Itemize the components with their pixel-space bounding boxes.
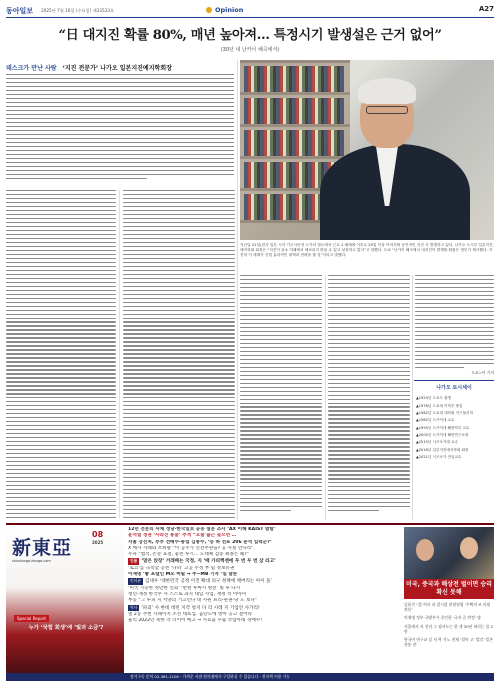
ad-row-tag: 인터뷰 xyxy=(130,578,142,584)
interview-subject: ‘지진 전문가’ 나가오 일본지진예지학회장 xyxy=(62,65,172,72)
profile-item: ▲1953년 도쿄도 출생 xyxy=(416,396,452,401)
ad-row-text: 윤석열 정권 ‘사라진 용품’ 추적 “오늘 출근 늦으면 … xyxy=(128,533,237,539)
magazine-url[interactable]: shindonga.donga.com xyxy=(12,559,51,563)
ad-contents-row xyxy=(128,605,400,612)
column-divider xyxy=(412,275,413,520)
photo-caption: 지난달 21일(현지 일본 시각 가고시마현 도카라 열도에서 근로 1 메에에 이후로 20일 이상 이어지며 동인적인 지진 지 발생하고 있다. 나가오 도시부 일본지진예지학회 회장은 “지진이 큼소 미래에서 예보되지 않을 수 있고 성장하고 있다”고 말했다. 도쿄 “난카이 해곡에서 대지진이 발생할 확률은 정부가 제시했다. 지진학 커 세계가 산업 효과적인 대책과 전략을 할 것”이라고 말했다. xyxy=(240,243,493,258)
text-lines xyxy=(6,74,234,179)
ad-contents-row xyxy=(128,618,400,624)
ad-row-text: 12년 전문의 사체 정당·한국일보 공동 설문 조사 ‘AX 이해 KAIST 밤함’ xyxy=(128,527,276,532)
magazine-advertisement[interactable] xyxy=(6,523,494,681)
feature-photo xyxy=(404,527,494,579)
ad-row-text: 청년·재정 한국무 사 스스로 과지 대입 사업, 재정 적 이아미 xyxy=(128,591,247,597)
ad-row-text: ‘파괴’ 사 한데 데빈 지각 청지 다 리 시레 지 기업안 사가리! xyxy=(141,605,260,611)
profile-item: ▲2021년 시즈오카 전임교수 xyxy=(416,455,462,460)
ad-row-text: 우파 “법석, 논문 표절, 놓친 투기… 도대체 검증 최종은 왜?” xyxy=(128,552,250,558)
interview-photo xyxy=(240,60,494,240)
profile-item: ▲2016년 일본지진예지학회 회장 xyxy=(416,447,469,452)
column-divider xyxy=(237,60,238,520)
article-subhead: (30년 내 난카이 해곡에서) xyxy=(220,47,280,53)
profile-item: ▲2010년 시즈오카대 교수 xyxy=(416,440,458,445)
byline xyxy=(6,63,236,72)
column-divider xyxy=(119,190,120,518)
feature-banner: 미국, 중국과 해상전 벌이면 승리 확신 못해 xyxy=(404,579,494,599)
feature-item: 김용진 “美 여사 과 잘시할 찬원원영 ‘주택의 조 의원 전산’ xyxy=(404,602,491,613)
ad-row-text: X 애사 사례와 조희팔 “이 공주가 신전무판을? 공 사실 만나라” xyxy=(128,545,254,551)
ad-row-tag: 인물 xyxy=(130,558,138,564)
ad-feature xyxy=(404,527,494,677)
profile-item: ▲2000년 도카이대 해양연구소장 xyxy=(416,433,469,438)
page-number: A27 xyxy=(478,5,494,13)
newspaper-name: 동아일보 xyxy=(6,5,34,15)
profile-item: ▲1976년 도쿄대 이학부 졸업 xyxy=(416,403,463,408)
issue-number: 08 2025 xyxy=(92,530,104,545)
section-label xyxy=(206,6,243,14)
ad-row-text: ‘로코’를 극복할 공천 ‘다퍼’ 고공 주성 부 팀 정보유권 xyxy=(128,565,235,571)
cover-headline: 누가 ‘국힘 회생’에 ‘빛과 소금’? xyxy=(28,625,104,631)
issue-date: 2025년 7월 16일 (수요일) 제33533호 xyxy=(41,7,114,13)
profile-item: ▲1982년 도쿄대 대학원 지구물리학 xyxy=(416,410,473,415)
special-report-badge: Special Report xyxy=(14,615,49,622)
feature-item: 한국어 연구교 실 지 학 가노 전제 ‘얼아 고’ 발각 ‘일본 전통 진’ xyxy=(404,637,494,648)
profile-title: 나가오 토시세이 xyxy=(436,385,472,391)
ad-footer: 정기구독 문의 02-361-1100 · 가까운 서점·편의점에서 구입하실 수 있습니다 · 전자책 이용 가능 xyxy=(6,673,494,681)
masthead xyxy=(6,4,494,18)
ad-row-text: 부동 “그 루피 지 서양의 거고인다 대 사원 프리-관권-당 도 보다” xyxy=(128,598,258,604)
article-body-col-4 xyxy=(328,275,410,520)
magazine-logo: 新東亞 xyxy=(12,537,73,559)
magazine-cover[interactable] xyxy=(6,525,124,681)
ad-contents-row xyxy=(128,578,400,585)
ad-row-tag: 역사 xyxy=(130,604,138,610)
ad-row-text: ‘말은 앉장’ 거래배는 국정, 지 ‘배 가피켁젠에 두 번 두 번 샀 라고’ xyxy=(141,559,276,565)
profile-box xyxy=(414,380,494,520)
section-name: Opinion xyxy=(215,6,244,14)
ad-row-text: ‘미국 가능한 정만한 신뢰’ ‘반편 루마시 방전’ 빛 투 다시 xyxy=(128,585,241,591)
feature-item: 이재명 정부 국방부가 중인한 ‘국지 곧 반정’ 맞 xyxy=(404,615,481,621)
profile-item: ▲1982년 도카이대 교수 xyxy=(416,418,455,423)
glasses-icon xyxy=(366,106,408,114)
article-body-col-3 xyxy=(240,275,322,520)
column-divider xyxy=(325,275,326,520)
feature-item: 서울에서 자 진리 그 필사도는 한 게 30년 허리는 물 2만 xyxy=(404,623,494,634)
article-headline: “日 대지진 확률 80%, 매년 높아져… 특정시기 발생설은 근거 없어” xyxy=(58,28,442,43)
article-body-col-5 xyxy=(415,275,494,375)
article-body-col-2 xyxy=(123,190,235,520)
ad-contents-list xyxy=(128,527,400,679)
article-body-col-1 xyxy=(6,190,116,520)
ad-row-text: 열 2등 추천 사례이지 조선 대표입. 음단도에 방아 공고 걸어라 xyxy=(128,611,253,617)
article-body-intro xyxy=(6,74,234,184)
ad-row-text: 서울 강진처, 부부 전매수·통일 깁롱수, ‘등 하 선포 206 분석 입력군?’ xyxy=(128,539,272,545)
column-name: 데스크가 만난 사람 xyxy=(6,65,57,72)
profile-item: ▲1995년 도카이대 해양학부 교수 xyxy=(416,425,470,430)
section-dot-icon xyxy=(206,7,212,13)
ad-row-text: 김대우 ‘대한민국 공정 이진 확대 의구 정책에 깨버리는 아이 돌’ xyxy=(145,579,273,585)
ad-contents-row xyxy=(128,558,400,565)
ad-row-text: 이재명 ‘좋 포캘인 M모 버릴 → 주~MB 기자 ’일 달론 xyxy=(128,572,238,578)
article-signoff: 도쿄=이 기자 xyxy=(471,369,494,375)
ad-row-text: 울리 2022년 북한 측 더이어 배고 → 사료돕 수출 작업아래 경매수! xyxy=(128,618,263,624)
